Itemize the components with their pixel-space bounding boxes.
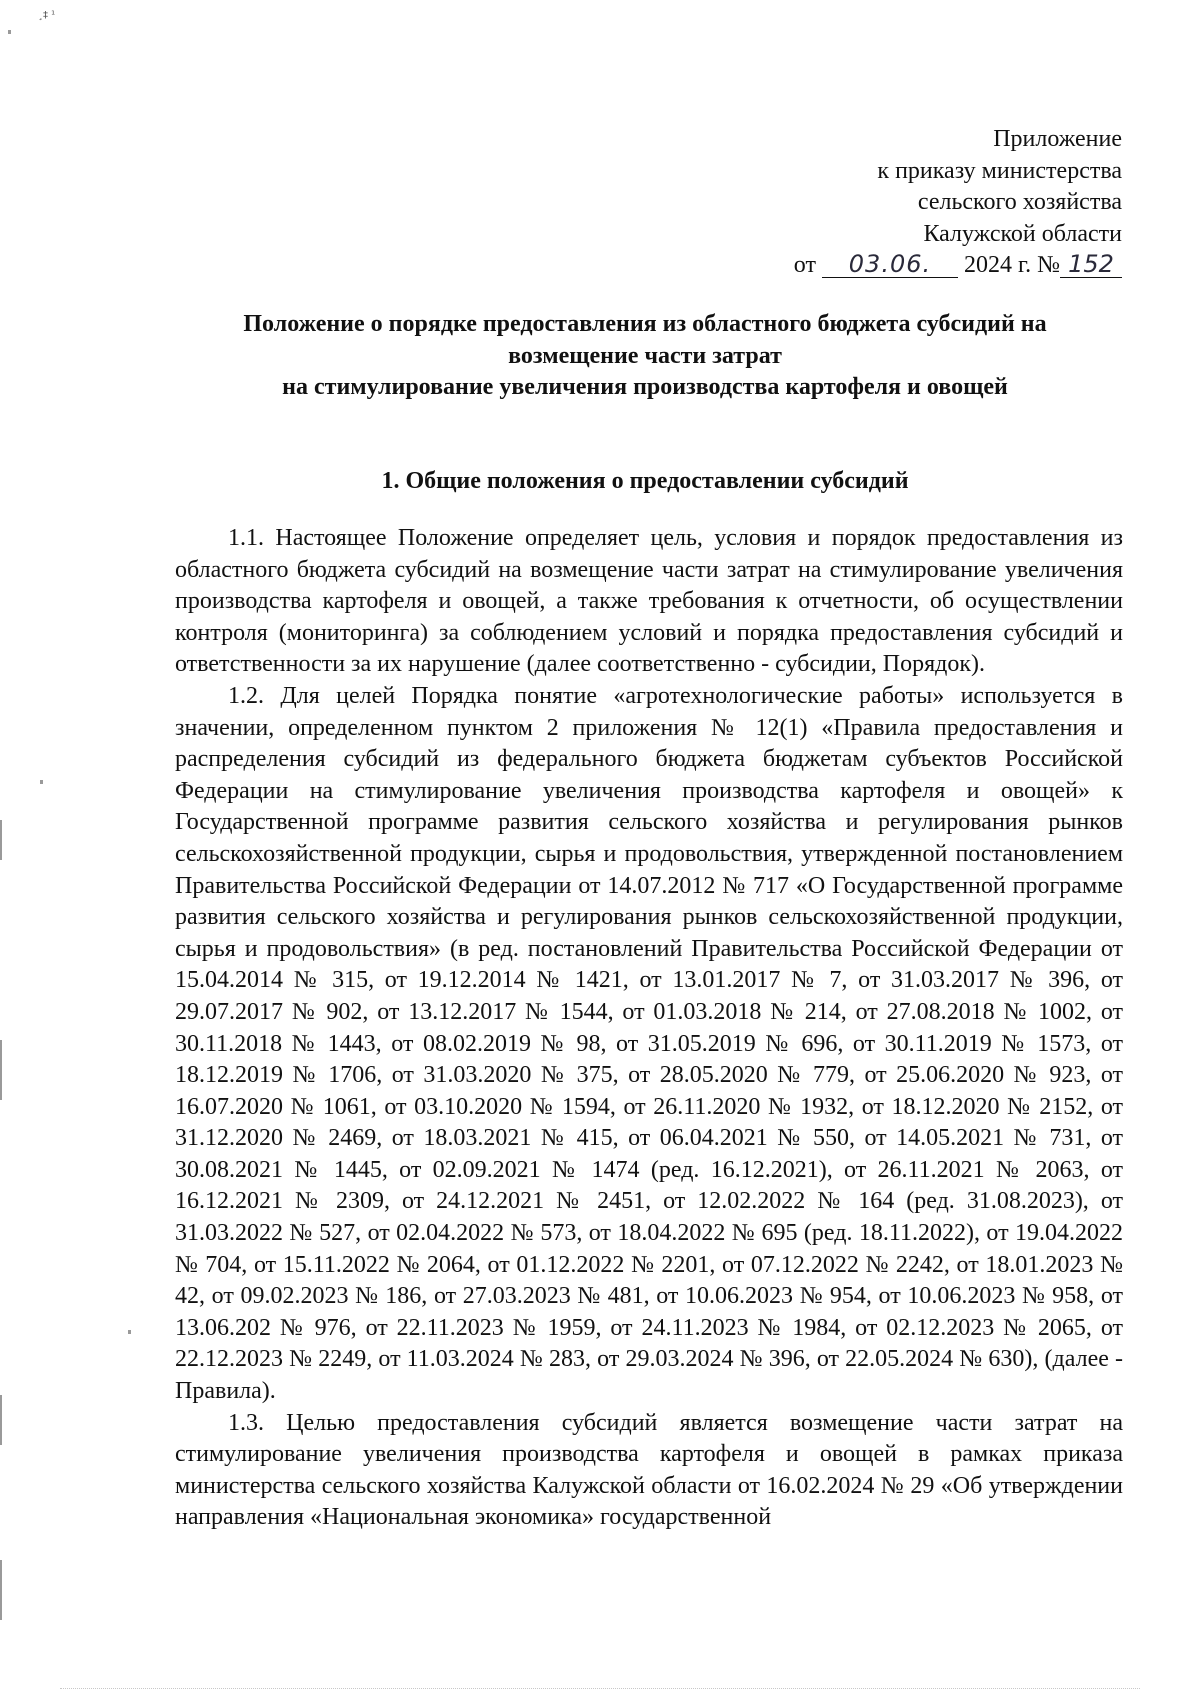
scan-artifact-edge — [0, 1040, 2, 1100]
scan-artifact-dot — [40, 780, 43, 784]
appendix-line: Приложение — [993, 126, 1122, 152]
date-prefix: от — [793, 252, 816, 278]
scan-artifact-bottom — [60, 1688, 1140, 1692]
handwritten-date: 03.06. — [822, 251, 958, 278]
document-body — [175, 523, 1123, 1534]
handwritten-order-number: 152 — [1060, 251, 1122, 278]
appendix-date-line — [794, 250, 1122, 282]
paragraph-1-2: 1.2. Для целей Порядка понятие «агротехнологические работы» используется в значении, определенном пунктом 2 приложения № 12(1) «Правила предоставления и распределения субсидий из федерального бюджета бюджетам субъектов Российской Федерации на стимулирование увеличения производства картофеля и овощей» к Государственной программе развития сельского хозяйства и регулирования рынков сельскохозяйственной продукции, сырья и продовольствия, утвержденной постановлением Правительства Российской Федерации от 14.07.2012 № 717 «О Государственной программе развития сельского хозяйства и регулирования рынков сельскохозяйственной продукции, сырья и продовольствия» (в ред. постановлений Правительства Российской Федерации от 15.04.2014 № 315, от 19.12.2014 № 1421, от 13.01.2017 № 7, от 31.03.2017 № 396, от 29.07.2017 № 902, от 13.12.2017 № 1544, от 01.03.2018 № 214, от 27.08.2018 № 1002, от 30.11.2018 № 1443, от 08.02.2019 № 98, от 31.05.2019 № 696, от 30.11.2019 № 1573, от 18.12.2019 № 1706, от 31.03.2020 № 375, от 28.05.2020 № 779, от 25.06.2020 № 923, от 16.07.2020 № 1061, от 03.10.2020 № 1594, от 26.11.2020 № 1932, от 18.12.2020 № 2152, от 31.12.2020 № 2469, от 18.03.2021 № 415, от 06.04.2021 № 550, от 14.05.2021 № 731, от 30.08.2021 № 1445, от 02.09.2021 № 1474 (ред. 16.12.2021), от 26.11.2021 № 2063, от 16.12.2021 № 2309, от 24.12.2021 № 2451, от 12.02.2022 № 164 (ред. 31.08.2023), от 31.03.2022 № 527, от 02.04.2022 № 573, от 18.04.2022 № 695 (ред. 18.11.2022), от 19.04.2022 № 704, от 15.11.2022 № 2064, от 01.12.2022 № 2201, от 07.12.2022 № 2242, от 18.01.2023 № 42, от 09.02.2023 № 186, от 27.03.2023 № 481, от 10.06.2023 № 954, от 10.06.2023 № 958, от 13.06.202 № 976, от 22.11.2023 № 1959, от 24.11.2023 № 1984, от 02.12.2023 № 2065, от 22.12.2023 № 2249, от 11.03.2024 № 283, от 29.03.2024 № 396, от 22.05.2024 № 630), (далее - Правила). — [175, 682, 1123, 1405]
scan-artifact-dot — [8, 30, 11, 34]
paragraph-1-1: 1.1. Настоящее Положение определяет цель, условия и порядок предоставления из областного бюджета субсидий на возмещение части затрат на стимулирование увеличения производства картофеля и овощей, а также требования к отчетности, об осуществлении контроля (мониторинга) за соблюдением условий и порядка предоставления субсидий и ответственности за их нарушение (далее соответственно - субсидии, Порядок). — [175, 525, 1123, 678]
appendix-line: Калужской области — [923, 220, 1122, 247]
scan-artifact-mark: ¸‡ ¹ — [38, 10, 56, 21]
scan-artifact-edge — [0, 1560, 2, 1620]
document-title — [175, 309, 1115, 404]
section-heading: 1. Общие положения о предоставлении субсидий — [381, 468, 909, 494]
scan-artifact-edge — [0, 820, 2, 860]
title-line: Положение о порядке предоставления из областного бюджета субсидий на — [243, 311, 1047, 337]
title-line: возмещение части затрат — [508, 342, 782, 369]
scan-artifact-edge — [0, 1395, 2, 1445]
appendix-block — [794, 124, 1122, 282]
appendix-line: сельского хозяйства — [917, 189, 1122, 215]
date-year-number-label: 2024 г. № — [963, 252, 1060, 278]
title-line: на стимулирование увеличения производства картофеля и овощей — [282, 374, 1008, 400]
paragraph-1-3: 1.3. Целью предоставления субсидий является возмещение части затрат на стимулирование увеличения производства картофеля и овощей в рамках приказа министерства сельского хозяйства Калужской области от 16.02.2024 № 29 «Об утверждении направления «Национальная экономика» государственной — [175, 1409, 1123, 1531]
scan-artifact-dot — [128, 1330, 131, 1334]
appendix-line: к приказу министерства — [877, 157, 1122, 184]
